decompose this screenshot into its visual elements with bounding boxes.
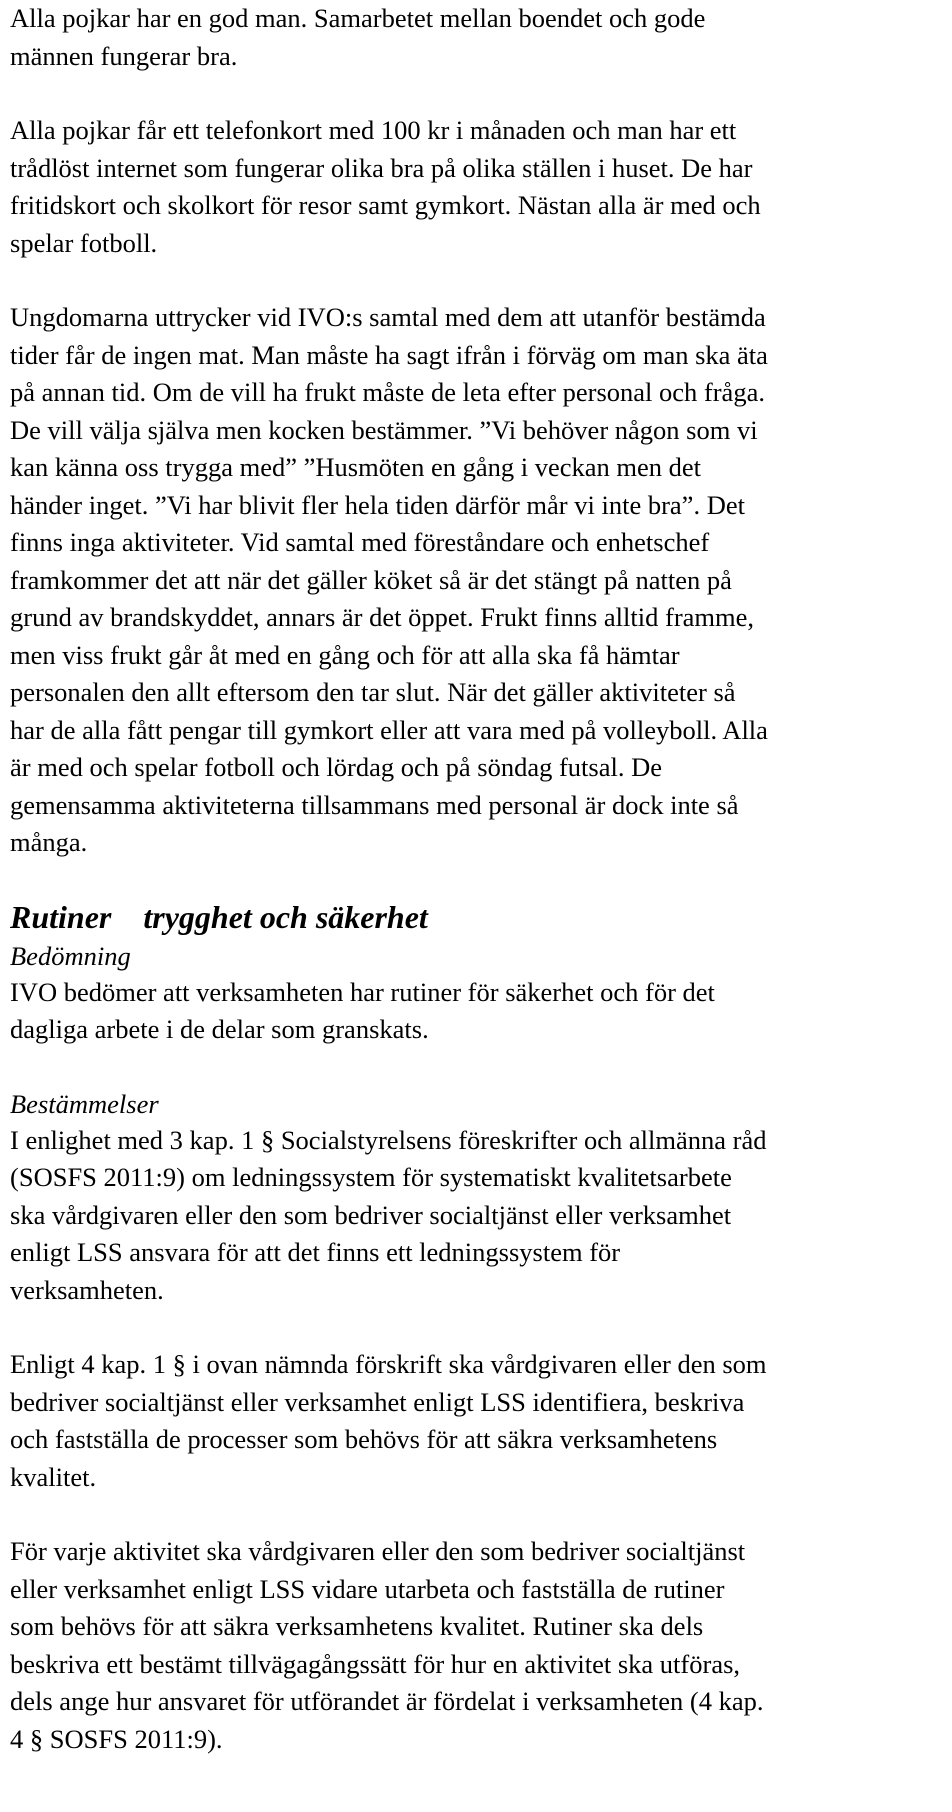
text-line: Alla pojkar har en god man. Samarbetet mellan boendet och gode	[10, 3, 706, 33]
text-line: grund av brandskyddet, annars är det öppet. Frukt finns alltid framme,	[10, 602, 755, 632]
text-line: I enlighet med 3 kap. 1 § Socialstyrelsens föreskrifter och allmänna råd	[10, 1124, 767, 1155]
text-line: gemensamma aktiviteterna tillsammans med personal är dock inte så	[10, 789, 739, 820]
text-line: som behövs för att säkra verksamhetens kvalitet. Rutiner ska dels	[10, 1611, 704, 1641]
text-line: Enligt 4 kap. 1 § i ovan nämnda förskrift ska vårdgivaren eller den som	[10, 1349, 767, 1379]
text-line: har de alla fått pengar till gymkort eller att vara med på volleyboll. Alla	[10, 714, 768, 745]
text-line: Ungdomarna uttrycker vid IVO:s samtal med dem att utanför bestämda	[10, 302, 766, 332]
text-line: Alla pojkar får ett telefonkort med 100 kr i månaden och man har ett	[10, 115, 737, 145]
text-line: ska vårdgivaren eller den som bedriver socialtjänst eller verksamhet	[10, 1199, 732, 1230]
subheading-regulations: Bestämmelser	[10, 1088, 159, 1119]
text-line: männen fungerar bra.	[10, 40, 238, 71]
text-line: händer inget. ”Vi har blivit fler hela tiden därför mår vi inte bra”. Det	[10, 489, 745, 520]
text-line: 4 § SOSFS 2011:9).	[10, 1723, 223, 1754]
document-page	[10, 0, 948, 1758]
text-line: tider får de ingen mat. Man måste ha sagt ifrån i förväg om man ska äta	[10, 339, 768, 370]
subheading-assessment: Bedömning	[10, 940, 131, 971]
text-line: spelar fotboll.	[10, 227, 158, 258]
text-line: trådlöst internet som fungerar olika bra på olika ställen i huset. De har	[10, 152, 753, 183]
paragraph-routines	[10, 1533, 948, 1758]
text-line: dels ange hur ansvaret för utförandet är fördelat i verksamheten (4 kap.	[10, 1686, 764, 1716]
text-line: (SOSFS 2011:9) om ledningssystem för systematiskt kvalitetsarbete	[10, 1162, 732, 1192]
text-line: men viss frukt går åt med en gång och för att alla ska få hämtar	[10, 639, 680, 670]
text-line: bedriver socialtjänst eller verksamhet enligt LSS identifiera, beskriva	[10, 1386, 745, 1417]
text-line: framkommer det att när det gäller köket så är det stängt på natten på	[10, 564, 732, 595]
paragraph-assessment	[10, 974, 948, 1049]
paragraph-regulation-ch3	[10, 1122, 948, 1310]
text-line: många.	[10, 827, 88, 857]
paragraph-regulation-ch4	[10, 1346, 948, 1496]
text-line: är med och spelar fotboll och lördag och på söndag futsal. De	[10, 752, 662, 782]
text-line: dagliga arbete i de delar som granskats.	[10, 1014, 429, 1044]
text-line: fritidskort och skolkort för resor samt gymkort. Nästan alla är med och	[10, 190, 761, 220]
text-line: kan känna oss trygga med” ”Husmöten en gång i veckan men det	[10, 452, 701, 482]
text-line: kvalitet.	[10, 1461, 97, 1492]
text-line: på annan tid. Om de vill ha frukt måste de leta efter personal och fråga.	[10, 377, 765, 407]
text-line: och fastställa de processer som behövs för att säkra verksamhetens	[10, 1424, 718, 1454]
text-line: verksamheten.	[10, 1274, 164, 1305]
text-line: beskriva ett bestämt tillvägagångssätt för hur en aktivitet ska utföras,	[10, 1648, 741, 1679]
text-line: finns inga aktiviteter. Vid samtal med föreståndare och enhetschef	[10, 527, 710, 557]
text-line: enligt LSS ansvara för att det finns ett ledningssystem för	[10, 1237, 621, 1267]
text-line: personalen den allt eftersom den tar slut. När det gäller aktiviteter så	[10, 677, 736, 707]
section-heading: Rutiner trygghet och säkerhet	[10, 898, 428, 935]
paragraph-guardian	[10, 0, 948, 75]
paragraph-youth-interview	[10, 299, 948, 862]
text-line: eller verksamhet enligt LSS vidare utarbeta och fastställa de rutiner	[10, 1573, 725, 1604]
paragraph-phonecard	[10, 112, 948, 262]
text-line: De vill välja själva men kocken bestämmer. ”Vi behöver någon som vi	[10, 414, 758, 445]
text-line: IVO bedömer att verksamheten har rutiner för säkerhet och för det	[10, 976, 715, 1007]
text-line: För varje aktivitet ska vårdgivaren eller den som bedriver socialtjänst	[10, 1536, 746, 1566]
